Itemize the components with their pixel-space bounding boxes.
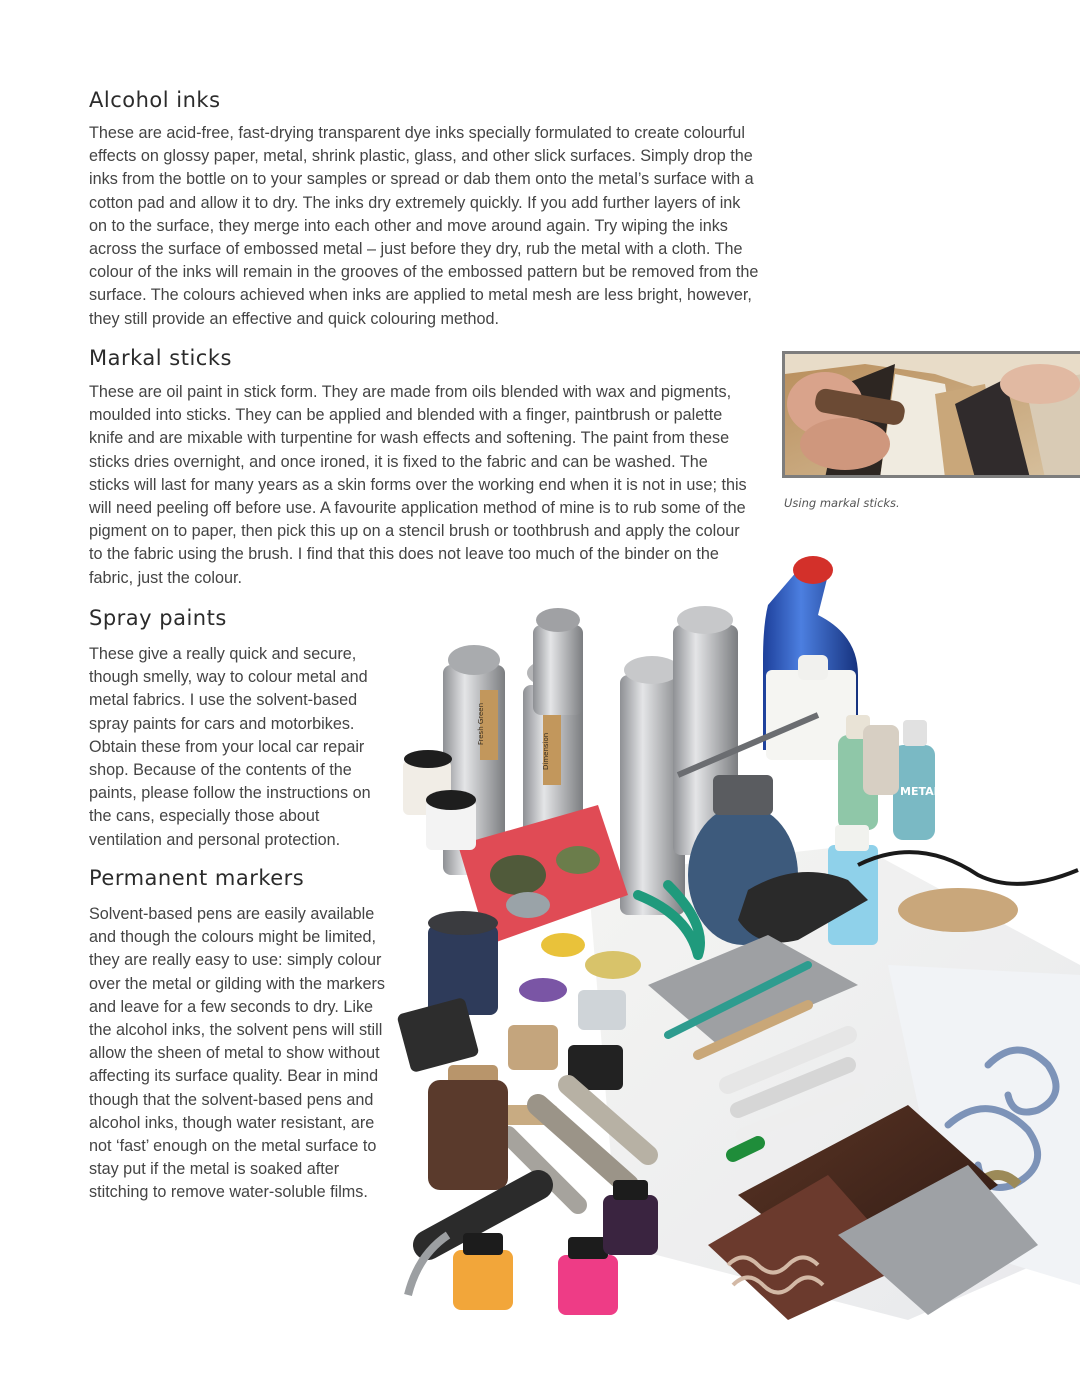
heading-permanent-markers: Permanent markers	[89, 866, 305, 890]
paragraph-spray-paints: These give a really quick and secure, though smelly, way to colour metal and metal fabrics. I use the solvent-based spray paints for cars and motorbikes. Obtain these from your local car repair shop. Because of the contents of the paints, please follow the instructions on the cans, especially those about ventilation and personal protection.	[89, 645, 371, 849]
paragraph-permanent-markers: Solvent-based pens are easily available and though the colours might be limited, they are really easy to use: simply colour over the metal or gilding with the markers and leave for a few seconds to dry. Like the alcohol inks, the solvent pens will still allow the sheen of metal to show without affecting its surface quality. Bear in mind though that the solvent-based pens and alcohol inks, though water resistant, are not ‘fast’ enough on the metal surface to stay put if the metal is soaked after stitching to remove water-soluble films.	[89, 905, 385, 1202]
heading-spray-paints: Spray paints	[89, 606, 227, 630]
spray-can-label-1: Fresh Green	[477, 702, 485, 745]
markal-sticks-photo	[782, 351, 1080, 478]
paragraph-markal-sticks: These are oil paint in stick form. They are made from oils blended with wax and pigments, moulded into sticks. They can be applied and blended with a finger, paintbrush or palette knife and are mixable with turpentine for wash effects and softening. The paint from these sticks dries overnight, and once ironed, it is fixed to the fabric and can be washed. The sticks will last for many years as a skin forms over the working end when it is not in use; this will need peeling off before use. A favourite application method of mine is to rub some of the pigment on to paper, then pick this up on a stencil brush or toothbrush and apply the colour to the fabric using the brush. I find that this does not leave too much of the binder on the fabric, just the colour.	[89, 383, 747, 587]
markal-sticks-illustration	[785, 354, 1080, 478]
paragraph-alcohol-inks: These are acid-free, fast-drying transparent dye inks specially formulated to create colourful effects on glossy paper, metal, shrink plastic, glass, and other slick surfaces. Simply drop the inks from the bottle on to your samples or spread or dab them onto the metal’s surface with a cotton pad and allow it to dry. The inks dry extremely quickly. If you add further layers of ink on to the surface, they merge into each other and move around again. Try wiping the inks across the surface of embossed metal – just before they dry, rub the metal with a cloth. The colour of the inks will remain in the grooves of the embossed pattern but be removed from the surface. The colours achieved when inks are applied to metal mesh are less bright, however, they still provide an effective and quick colouring method.	[89, 124, 759, 328]
materials-photo	[388, 545, 1080, 1320]
metal-bottle-label: METAL	[900, 785, 941, 798]
markal-photo-caption: Using markal sticks.	[784, 496, 900, 510]
colouring-materials-illustration	[388, 545, 1080, 1320]
heading-alcohol-inks: Alcohol inks	[89, 88, 221, 112]
bottle-cap	[793, 556, 833, 584]
sand-pile	[898, 888, 1018, 932]
brown-jar	[428, 1080, 508, 1190]
spray-can-label-2: Dimension	[542, 732, 550, 770]
heading-markal-sticks: Markal sticks	[89, 346, 232, 370]
